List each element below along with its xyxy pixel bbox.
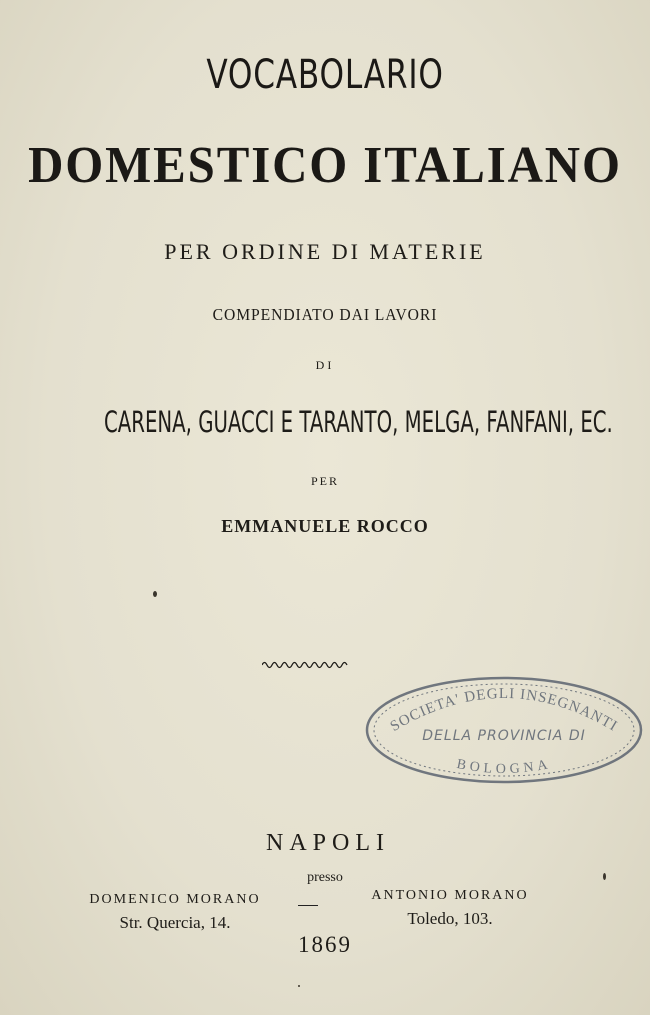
subtitle-line-3: DI bbox=[315, 358, 335, 372]
ink-speck bbox=[603, 873, 606, 880]
byline-per: PER bbox=[310, 474, 339, 488]
imprint-city: NAPOLI bbox=[266, 830, 390, 856]
publisher-right-address: Toledo, 103. bbox=[407, 909, 493, 928]
ink-speck bbox=[298, 985, 300, 987]
publisher-left-name: DOMENICO MORANO bbox=[89, 892, 261, 907]
stamp-top-text: SOCIETA' DEGLI INSEGNANTI bbox=[387, 685, 621, 735]
source-authors: CARENA, GUACCI E TARANTO, MELGA, FANFANI, EC. bbox=[104, 405, 613, 439]
title-line-2: DOMESTICO ITALIANO bbox=[28, 137, 622, 194]
subtitle-line-2: COMPENDIATO DAI LAVORI bbox=[212, 305, 438, 324]
svg-text:BOLOGNA bbox=[455, 757, 552, 777]
imprint-year: 1869 bbox=[298, 932, 352, 957]
stamp-middle-text: DELLA PROVINCIA DI bbox=[422, 728, 586, 744]
imprint-presso: presso bbox=[307, 870, 343, 885]
publisher-separator bbox=[298, 905, 318, 906]
title-line-1: VOCABOLARIO bbox=[206, 52, 444, 98]
wavy-rule-ornament bbox=[262, 660, 348, 670]
library-stamp bbox=[363, 670, 645, 790]
ink-speck bbox=[153, 591, 157, 597]
stamp-bottom-text: BOLOGNA bbox=[455, 756, 553, 778]
publisher-right-name: ANTONIO MORANO bbox=[371, 888, 529, 903]
author-name: EMMANUELE ROCCO bbox=[221, 516, 429, 536]
subtitle-line-1: PER ORDINE DI MATERIE bbox=[164, 239, 486, 264]
publisher-left-address: Str. Quercia, 14. bbox=[119, 913, 231, 932]
